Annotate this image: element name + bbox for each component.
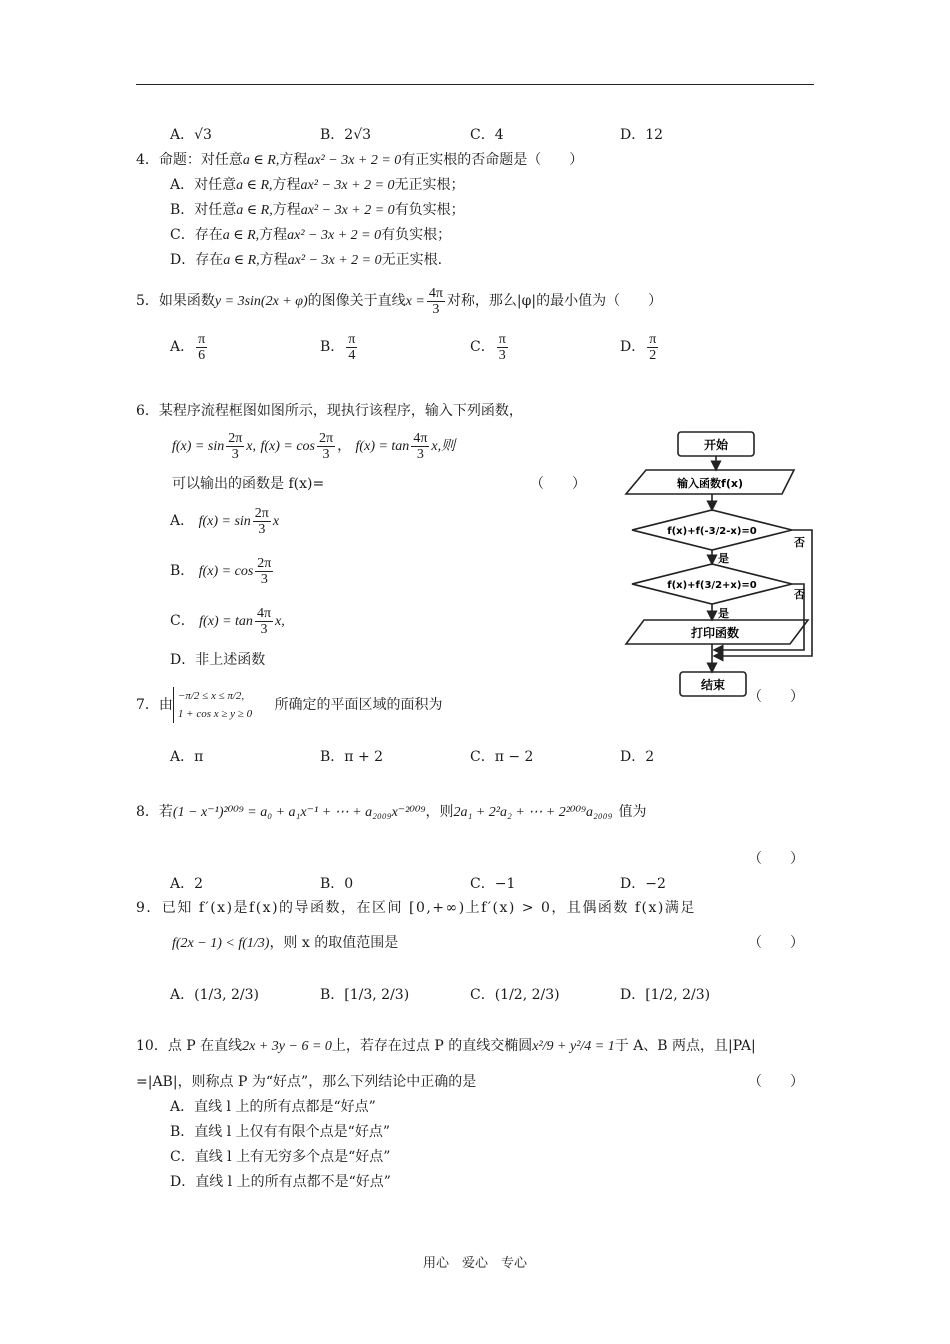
q10-line2: =|AB|，则称点 P 为“好点”，那么下列结论中正确的是	[136, 1074, 477, 1090]
q4-option-a: A．对任意a ∈ R,方程ax² − 3x + 2 = 0无正实根；	[170, 177, 465, 193]
q3-option-d: D．12	[620, 127, 664, 143]
flow-no-label-1: 否	[794, 536, 805, 549]
q9-option-a: A．(1/3, 2/3)	[170, 987, 259, 1003]
q6-line2: 可以输出的函数是 f(x)=	[172, 476, 325, 492]
q5-option-b: B． $\frac{\pi}{4}$	[320, 331, 356, 363]
q6-option-c: C． f(x) = tan $\frac{4\pi}{3}$ x,	[170, 605, 285, 637]
q9-line1: 9．已知 f′(x)是f(x)的导函数，在区间 [0,+∞)上f′(x) > 0，且偶函数 f(x)满足	[136, 900, 696, 916]
q7-option-d: D．2	[620, 749, 655, 765]
q3-option-c: C．4	[470, 127, 504, 143]
q4-option-d: D．存在a ∈ R,方程ax² − 3x + 2 = 0无正实根.	[170, 252, 443, 268]
flow-start-label: 开始	[703, 438, 729, 452]
q10-answer-paren: （ ）	[748, 1074, 804, 1090]
q8-option-b: B．0	[320, 876, 354, 892]
q8-option-d: D．−2	[620, 876, 666, 892]
q7-system: −π/2 ≤ x ≤ π/2, 1 + cos x ≥ y ≥ 0	[173, 687, 252, 723]
flow-print-label: 打印函数	[690, 626, 740, 640]
q8-option-c: C．−1	[470, 876, 516, 892]
q10-option-c: C．直线 l 上有无穷多个点是“好点”	[170, 1149, 391, 1165]
q10-option-b: B．直线 l 上仅有有限个点是“好点”	[170, 1124, 390, 1140]
q9-option-c: C．(1/2, 2/3)	[470, 987, 560, 1003]
flowchart	[618, 426, 818, 706]
header-rule	[136, 84, 814, 85]
flow-yes-label-2: 是	[718, 607, 729, 620]
q5-option-d: D． $\frac{\pi}{2}$	[620, 331, 657, 363]
q8-stem: 8．若(1 − x⁻¹)²⁰⁰⁹ = a₀ + a₁x⁻¹ + ⋯ + a₂₀₀₉x⁻²⁰⁰⁹，则2a₁ + 2²a₂ + ⋯ + 2²⁰⁰⁹a₂₀₀₉ 值为	[136, 804, 647, 820]
q7-stem: 7．由−π/2 ≤ x ≤ π/2, 1 + cos x ≥ y ≥ 0 所确定的平面区域的面积为	[136, 686, 443, 724]
q6-option-d: D．非上述函数	[170, 652, 266, 668]
q6-option-b: B． f(x) = cos $\frac{2\pi}{3}$	[170, 555, 272, 587]
page-footer: 用心 爱心 专心	[422, 1256, 527, 1271]
q4-option-b: B．对任意a ∈ R,方程ax² − 3x + 2 = 0有负实根；	[170, 202, 465, 218]
q8-answer-paren: （ ）	[748, 851, 804, 867]
q5-stem: 5．如果函数y = 3sin(2x + φ)的图像关于直线x = $\frac{4\pi}{3}$ 对称，那么|φ|的最小值为（ ）	[136, 285, 663, 317]
q7-option-a: A．π	[170, 749, 204, 765]
q6-stem: 6．某程序流程框图如图所示，现执行该程序，输入下列函数，	[136, 403, 523, 419]
flow-no-label-2: 否	[794, 588, 805, 601]
q10-option-a: A．直线 l 上的所有点都是“好点”	[170, 1099, 376, 1115]
q9-line2: f(2x − 1) < f(1/3)，则 x 的取值范围是	[172, 935, 399, 951]
q8-option-a: A．2	[170, 876, 204, 892]
flow-input-label: 输入函数f(x)	[677, 477, 743, 490]
q9-option-d: D．[1/2, 2/3)	[620, 987, 711, 1003]
q5-option-a: A． $\frac{\pi}{6}$	[170, 331, 206, 363]
q9-answer-paren: （ ）	[748, 935, 804, 951]
q7-option-b: B．π + 2	[320, 749, 384, 765]
q4-option-c: C．存在a ∈ R,方程ax² − 3x + 2 = 0有负实根；	[170, 227, 452, 243]
flow-cond2-label: f(x)+f(3/2+x)=0	[667, 580, 757, 591]
q6-option-a: A． f(x) = sin $\frac{2\pi}{3}$ x	[170, 505, 280, 537]
q4-stem: 4．命题：对任意a ∈ R,方程ax² − 3x + 2 = 0有正实根的否命题是（ ）	[136, 152, 584, 168]
q10-option-d: D．直线 l 上的所有点都不是“好点”	[170, 1174, 391, 1190]
q7-option-c: C．π − 2	[470, 749, 534, 765]
flow-yes-label-1: 是	[718, 552, 729, 565]
q6-functions: f(x) = sin $\frac{2\pi}{3}$ x, f(x) = cos $\frac{2\pi}{3}$ ， f(x) = tan $\frac{4\pi}{3}$ x,则	[172, 430, 456, 462]
q3-option-a: A．√3	[170, 127, 212, 143]
q6-answer-paren: （ ）	[530, 476, 586, 492]
flow-cond1-label: f(x)+f(-3/2-x)=0	[667, 526, 757, 537]
q9-option-b: B．[1/3, 2/3)	[320, 987, 410, 1003]
q7-answer-paren: （ ）	[748, 689, 804, 705]
q3-option-b: B．2√3	[320, 127, 372, 143]
flow-end-label: 结束	[700, 678, 726, 692]
q5-line-fraction: $\frac{4\pi}{3}$	[428, 285, 443, 317]
q5-option-c: C． $\frac{\pi}{3}$	[470, 331, 506, 363]
q10-line1: 10．点 P 在直线2x + 3y − 6 = 0上，若存在过点 P 的直线交椭圆x²/9 + y²/4 = 1于 A、B 两点，且|PA|	[136, 1038, 756, 1054]
